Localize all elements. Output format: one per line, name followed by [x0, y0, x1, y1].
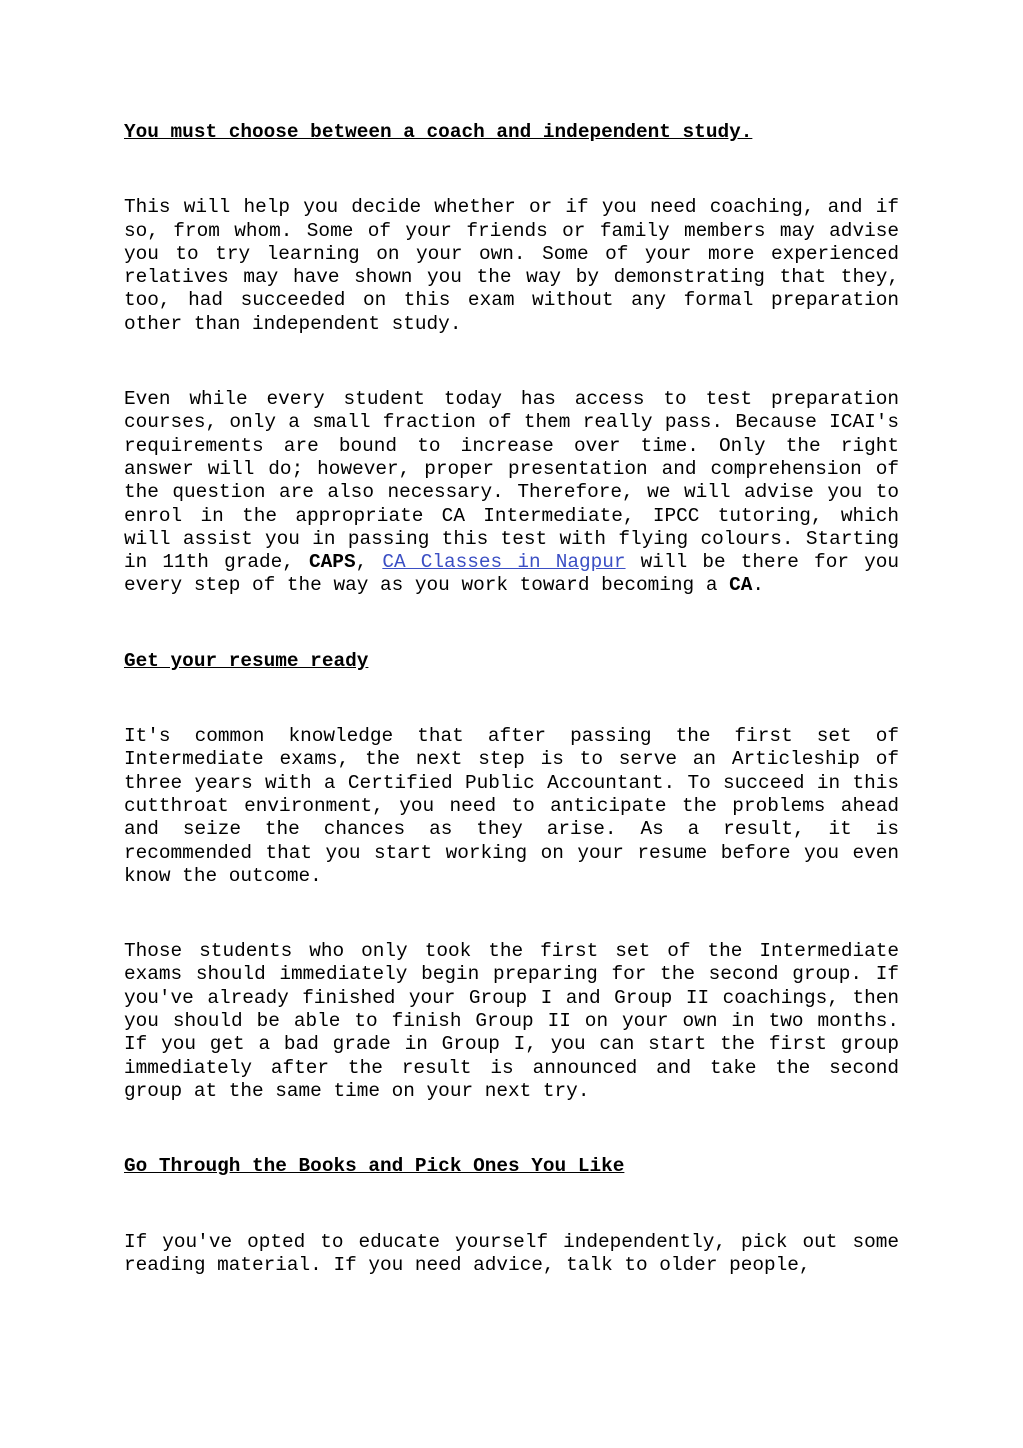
ca-classes-nagpur-link[interactable]: CA Classes in Nagpur	[382, 551, 626, 574]
paragraph-period: .	[752, 574, 765, 597]
paragraph-text-before: Even while every student today has access to test preparation courses, only a small fraction of them really pass. Because ICAI's requirements are bound to increase over time. Only the right answer will do; however, proper presentation and comprehension of the question are also necessary. Therefore, we will advise you to enrol in the appropriate CA Intermediate, IPCC tutoring, which will assist you in passing this test with flying colours. Starting in 11th grade,	[124, 388, 899, 574]
paragraph-reading-material: If you've opted to educate yourself independently, pick out some reading material. If you need advice, talk to older people,	[124, 1230, 899, 1276]
paragraph-articleship: It's common knowledge that after passing the first set of Intermediate exams, the next step is to serve an Articleship of three years with a Certified Public Accountant. To succeed in this cutthroat environment, you need to anticipate the problems ahead and seize the chances as they arise. As a result, it is recommended that you start working on your resume before you even know the outcome.	[124, 725, 899, 887]
paragraph-test-preparation	[124, 388, 899, 598]
paragraph-comma: ,	[355, 551, 383, 574]
bold-ca: CA	[729, 574, 753, 597]
paragraph-second-group: Those students who only took the first set of the Intermediate exams should immediately begin preparing for the second group. If you've already finished your Group I and Group II coachings, then you should be able to finish Group II on your own in two months. If you get a bad grade in Group I, you can start the first group immediately after the result is announced and take the second group at the same time on your next try.	[124, 940, 899, 1102]
section-heading-coach-vs-independent: You must choose between a coach and independent study.	[124, 121, 753, 143]
section-heading-books: Go Through the Books and Pick Ones You Like	[124, 1155, 625, 1178]
document-page	[124, 121, 899, 1277]
paragraph-text-after: will be there for you every step of the way as you work toward becoming a	[124, 551, 899, 597]
paragraph-coaching-decision: This will help you decide whether or if you need coaching, and if so, from whom. Some of your friends or family members may advise you to try learning on your own. Some of your more experienced relatives may have shown you the way by demonstrating that they, too, had succeeded on this exam without any formal preparation other than independent study.	[124, 196, 899, 335]
bold-caps: CAPS	[309, 551, 356, 574]
section-heading-resume: Get your resume ready	[124, 649, 369, 672]
